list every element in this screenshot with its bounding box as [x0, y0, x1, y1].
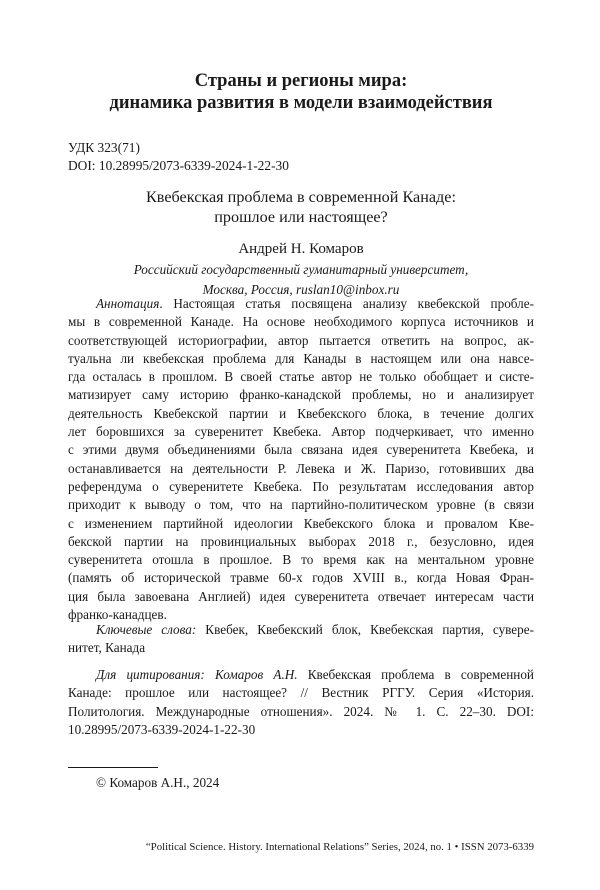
affiliation-line-2: Москва, Россия, ruslan10@inbox.ru	[202, 282, 400, 297]
abstract-line: мы в современной Канаде. На основе необходимого корпуса источников и	[68, 314, 534, 330]
footnote-divider	[68, 767, 158, 768]
abstract-line: с изменением партийной идеологии Квебекского блока и провалом Кве-	[68, 515, 534, 531]
keywords-line: Ключевые слова: Квебек, Квебекский блок, Квебекская партия, сувере-	[96, 622, 534, 637]
abstract-line: бекской партии на провинциальных выборах 2018 г., безусловно, идея	[68, 533, 534, 549]
section-title-line-1: Страны и регионы мира:	[194, 71, 408, 91]
citation-line: Политология. Международные отношения». 2024. № 1. С. 22–30. DOI:	[68, 703, 534, 719]
affiliation-line-1: Российский государственный гуманитарный университет,	[133, 262, 469, 277]
abstract-line: суверенитета отошла в прошлое. В то время как на ментальном уровне	[68, 552, 534, 568]
abstract-line: матизирует саму историю франко-канадской проблемы, но и анализирует	[68, 387, 534, 403]
citation-line: Для цитирования: Комаров А.Н. Квебекская проблема в современной	[96, 667, 534, 682]
section-title	[68, 70, 534, 114]
keywords	[68, 621, 534, 658]
keywords-label: Ключевые слова:	[96, 622, 197, 637]
abstract-line: гда осталась в прошлом. В своей статье автор не только обобщает и систе-	[68, 369, 534, 385]
article-title	[68, 187, 534, 227]
article-title-line-2: прошлое или настоящее?	[214, 208, 388, 226]
citation-line: 10.28995/2073-6339-2024-1-22-30	[68, 721, 256, 737]
abstract-line: референдума о суверенитете Квебека. По результатам исследования автор	[68, 478, 534, 494]
abstract-line: (память об исторической травме 60-х годов XVIII в., когда Новая Фран-	[68, 570, 534, 586]
abstract-line: Аннотация. Настоящая статья посвящена анализу квебекской пробле-	[96, 296, 534, 311]
abstract-line: лет боровшихся за суверенитет Квебека. Автор подчеркивает, что именно	[68, 424, 534, 440]
running-footer: “Political Science. History. International Relations” Series, 2024, no. 1 • ISSN 2073-6339	[145, 841, 534, 853]
author-affiliation	[68, 260, 534, 300]
section-title-line-2: динамика развития в модели взаимодействия	[109, 93, 493, 113]
abstract-line: останавливается на деятельности Р. Левека и Ж. Паризо, готовивших два	[68, 460, 534, 476]
article-title-line-1: Квебекская проблема в современной Канаде:	[146, 188, 456, 206]
abstract-line: деятельность Квебекской партии и Квебекского блока, в течение долгих	[68, 405, 534, 421]
article-meta	[68, 139, 289, 175]
abstract	[68, 295, 534, 624]
abstract-line: соответствующей историографии, автор пытается ответить на вопрос, ак-	[68, 332, 534, 348]
keywords-line: нитет, Канада	[68, 640, 146, 656]
author-name: Андрей Н. Комаров	[238, 241, 364, 257]
udc-code: УДК 323(71)	[68, 140, 140, 155]
abstract-line: туальна ли квебекская проблема для Канады в настоящем или она навсе-	[68, 350, 534, 366]
doi: DOI: 10.28995/2073-6339-2024-1-22-30	[68, 158, 289, 173]
abstract-line: франко-канадцев.	[68, 607, 167, 623]
copyright-notice: © Комаров А.Н., 2024	[96, 775, 220, 790]
citation-label: Для цитирования: Комаров А.Н.	[96, 667, 298, 682]
abstract-line: ция была завоевана Англией) идея суверенитета отвечает интересам части	[68, 588, 534, 604]
citation	[68, 666, 534, 739]
citation-line: Канаде: прошлое или настоящее? // Вестник РГГУ. Серия «История.	[68, 685, 534, 701]
abstract-line: с этими двумя объединениями была связана идея суверенитета Квебека, и	[68, 442, 534, 458]
abstract-line: приходит к выводу о том, что на партийно-политическом уровне (в связи	[68, 497, 534, 513]
abstract-label: Аннотация	[96, 296, 160, 311]
